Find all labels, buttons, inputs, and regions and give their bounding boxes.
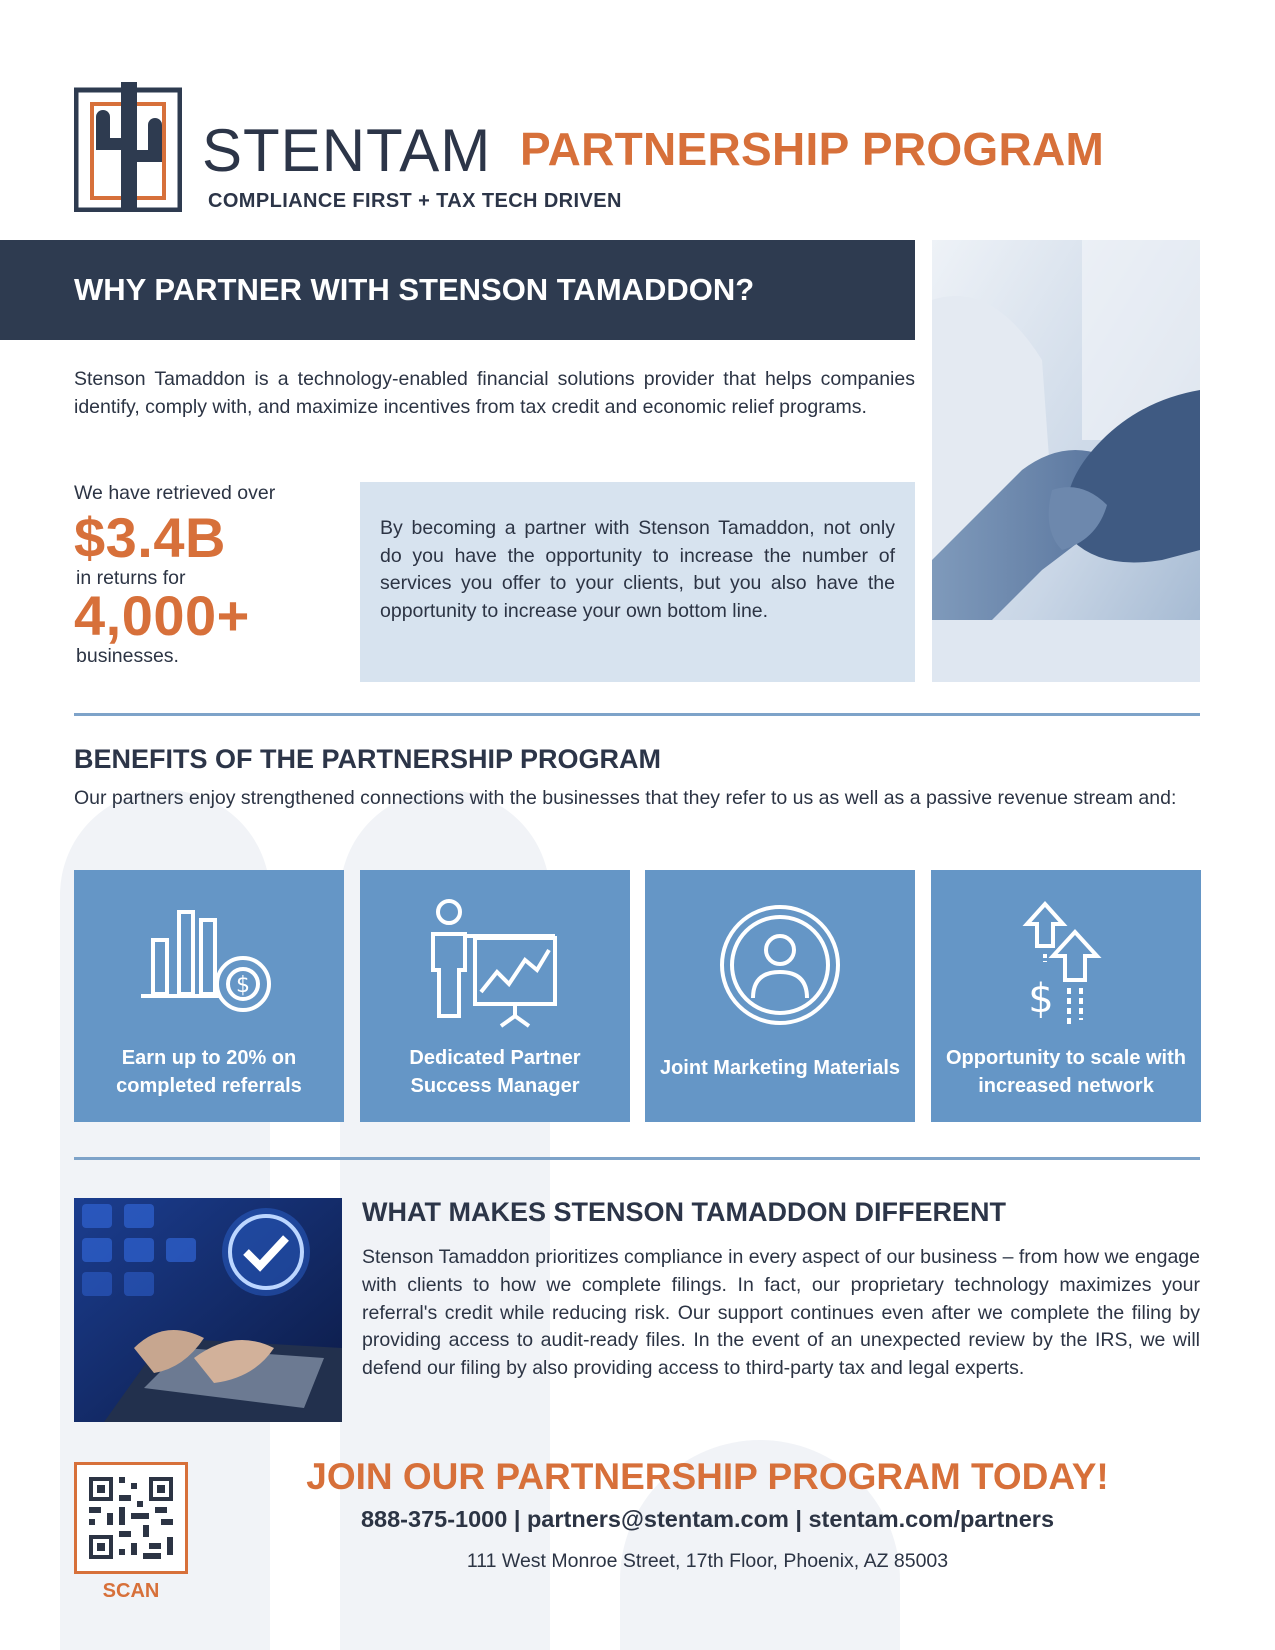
section-divider: [74, 1157, 1200, 1160]
growth-arrows-dollar-icon: [1021, 900, 1111, 1030]
brand-tagline: COMPLIANCE FIRST + TAX TECH DRIVEN: [208, 190, 622, 212]
section-divider: [74, 713, 1200, 716]
user-circle-icon: [715, 900, 845, 1030]
presenter-chart-icon: [425, 898, 565, 1028]
benefit-card-label: Dedicated Partner Success Manager: [409, 1047, 581, 1097]
benefit-card-referrals: [74, 870, 344, 1122]
benefit-card-scale: [931, 870, 1201, 1122]
stentam-logo-icon: [74, 82, 182, 212]
contact-line[interactable]: 888-375-1000 | partners@stentam.com | stentam.com/partners: [360, 1506, 1055, 1532]
cta-heading: JOIN OUR PARTNERSHIP PROGRAM TODAY!: [306, 1456, 1109, 1497]
stat-prefix: We have retrieved over: [74, 482, 276, 504]
svg-text:$: $: [1028, 976, 1054, 1022]
handshake-photo: [932, 240, 1200, 682]
benefit-card-label: Opportunity to scale with increased network: [945, 1047, 1186, 1097]
svg-text:$: $: [236, 973, 250, 998]
benefit-card-marketing: [645, 870, 915, 1122]
different-heading: WHAT MAKES STENSON TAMADDON DIFFERENT: [362, 1197, 1006, 1227]
address-line: 111 West Monroe Street, 17th Floor, Phoenix, AZ 85003: [466, 1550, 949, 1572]
laptop-compliance-photo: [74, 1198, 342, 1422]
stat-amount: $3.4B: [74, 506, 226, 569]
stat-count: 4,000+: [74, 584, 250, 647]
benefits-heading: BENEFITS OF THE PARTNERSHIP PROGRAM: [74, 744, 662, 774]
benefit-card-label: Joint Marketing Materials: [659, 1057, 901, 1079]
bar-chart-dollar-gear-icon: [139, 900, 279, 1020]
intro-paragraph: Stenson Tamaddon is a technology-enabled financial solutions provider that helps companies identify, comply with, and maximize incentives from tax credit and economic relief programs.: [74, 368, 915, 418]
stat-middle: in returns for: [76, 567, 186, 589]
benefits-paragraph: Our partners enjoy strengthened connections with the businesses that they refer to us as well as a passive revenue stream and:: [74, 787, 1177, 809]
benefit-card-manager: [360, 870, 630, 1122]
stat-suffix: businesses.: [76, 645, 179, 667]
benefit-card-label: Earn up to 20% on completed referrals: [116, 1047, 302, 1097]
scan-label: SCAN: [102, 1580, 160, 1602]
page-title: PARTNERSHIP PROGRAM: [520, 123, 1105, 175]
different-paragraph: Stenson Tamaddon prioritizes compliance in every aspect of our business – from how we engage with clients to how we complete filings. In fact, our proprietary technology maximizes your referral's credit while reducing risk. Our support continues even after we complete the filing by providing access to audit-ready files. In the event of an unexpected review by the IRS, we will defend our filing by also providing access to third-party tax and legal experts.: [362, 1246, 1200, 1380]
brand-name: STENTAM: [202, 117, 492, 184]
why-heading: WHY PARTNER WITH STENSON TAMADDON?: [74, 272, 755, 307]
callout-text: By becoming a partner with Stenson Tamaddon, not only do you have the opportunity to increase the number of services you offer to your clients, but you also have the opportunity to increase your own bottom line.: [380, 517, 895, 622]
